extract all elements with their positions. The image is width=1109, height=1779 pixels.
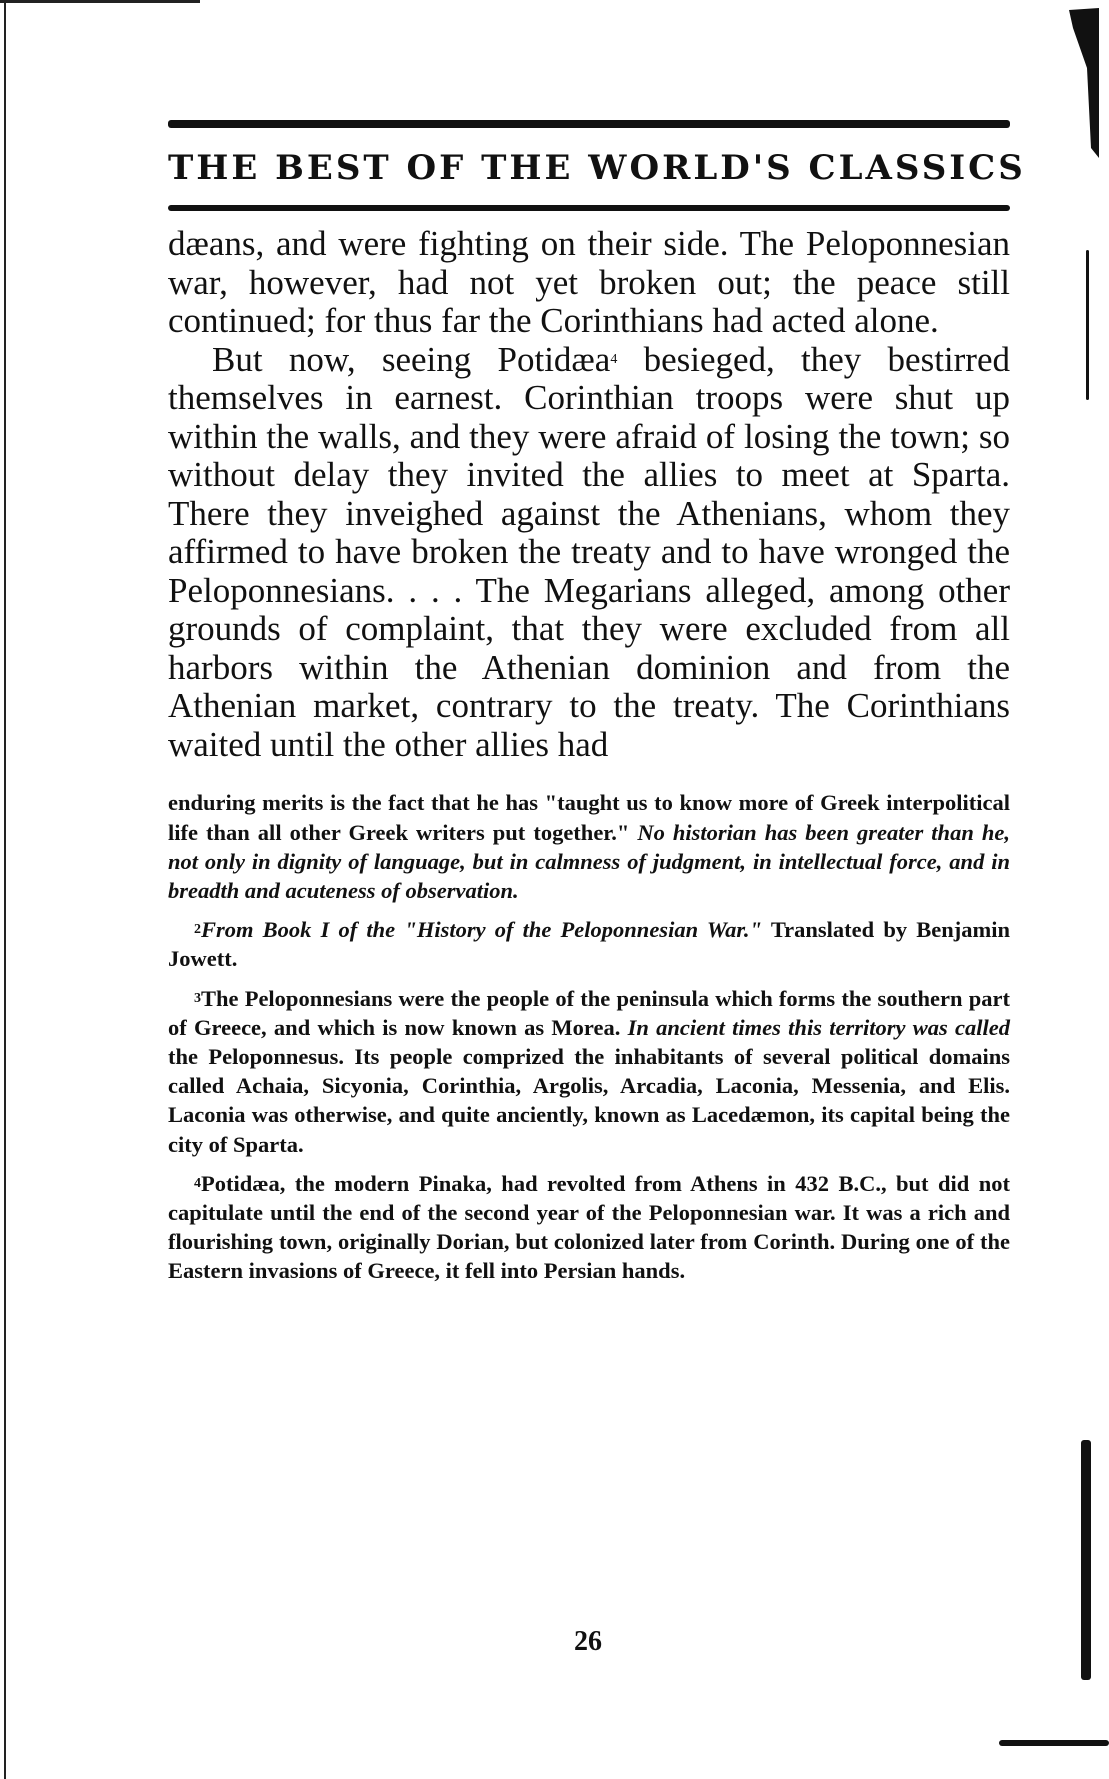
footnote-continued <box>168 788 1010 905</box>
footnote-3-text-a: The Peloponnesians were the people of the peninsula which forms the southern part of Greece, and which is now known as Morea. <box>168 985 1010 1040</box>
footnote-2-source: From Book I of the "History of the Peloponnesian War." <box>201 917 763 943</box>
main-text <box>168 225 1010 764</box>
page-number: 26 <box>574 1626 602 1657</box>
footnotes <box>168 788 1010 1285</box>
footnote-3-text-c: the Peloponnesus. Its people comprized the inhabitants of several political domains called Achaia, Sicyonia, Corinthia, Argolis, Arcadia, Laconia, Messenia, and Elis. Laconia was otherwise, and quite anciently, known as Lacedæmon, its capital being the city of Sparta. <box>168 1044 1010 1157</box>
footnote-3 <box>168 984 1010 1159</box>
footnote-4-text: Potidæa, the modern Pinaka, had revolted from Athens in 432 B.C., but did not capitulate until the end of the second year of the Peloponnesian war. It was a rich and flourishing town, originally Dorian, but colonized later from Corinth. During one of the Eastern invasions of Greece, it fell into Persian hands. <box>168 1170 1010 1284</box>
page-corner-mark <box>1069 8 1099 158</box>
footnote-continued-italic: No historian has been greater than he, not only in dignity of language, but in calmness of judgment, in intellectual force, and in breadth and acuteness of observation. <box>168 819 1010 903</box>
running-head: THE BEST OF THE WORLD'S CLASSICS <box>168 148 1026 188</box>
book-page <box>168 120 1026 1296</box>
footnote-4 <box>168 1169 1010 1286</box>
header-rule-bottom <box>168 205 1010 211</box>
footnote-3-text-b: In ancient times this territory was called <box>627 1014 1010 1040</box>
page-edge-left <box>4 0 6 1779</box>
footnote-3-mark: 3 <box>194 990 201 1006</box>
paragraph-2-start: But now, seeing Potidæa <box>212 339 611 379</box>
footnote-ref-4: 4 <box>610 351 618 367</box>
footnote-2 <box>168 915 1010 973</box>
footnote-4-mark: 4 <box>194 1175 201 1191</box>
page-edge-mark-bottom <box>999 1740 1109 1746</box>
paragraph-2-rest: besieged, they bestirred themselves in earnest. Corinthian troops were shut up within the walls, and they were afraid of losing the town; so without delay they invited the allies to meet at Sparta. There they inveighed against the Athenians, whom they affirmed to have broken the treaty and to have wronged the Peloponnesians. . . . The Megarians alleged, among other grounds of complaint, that they were excluded from all harbors within the Athenian dominion and from the Athenian market, contrary to the treaty. The Corinthians waited until the other allies had <box>168 339 1011 764</box>
page-edge-mark-lower <box>1081 1440 1091 1680</box>
paragraph-2 <box>168 341 1010 765</box>
footnote-2-mark: 2 <box>194 922 201 938</box>
header-rule-top <box>168 120 1010 128</box>
paragraph-1: dæans, and were fighting on their side. The Peloponnesian war, however, had not yet broken out; the peace still continued; for thus far the Corinthians had acted alone. <box>168 224 1010 341</box>
page-edge-mark-upper <box>1086 250 1089 400</box>
footnote-continued-text: enduring merits is the fact that he has "taught us to know more of Greek interpolitical life than all other Greek writers put together." <box>168 790 1010 845</box>
footnote-2-translator: Translated by Benjamin Jowett. <box>168 917 1011 972</box>
page-edge-top <box>0 0 200 3</box>
